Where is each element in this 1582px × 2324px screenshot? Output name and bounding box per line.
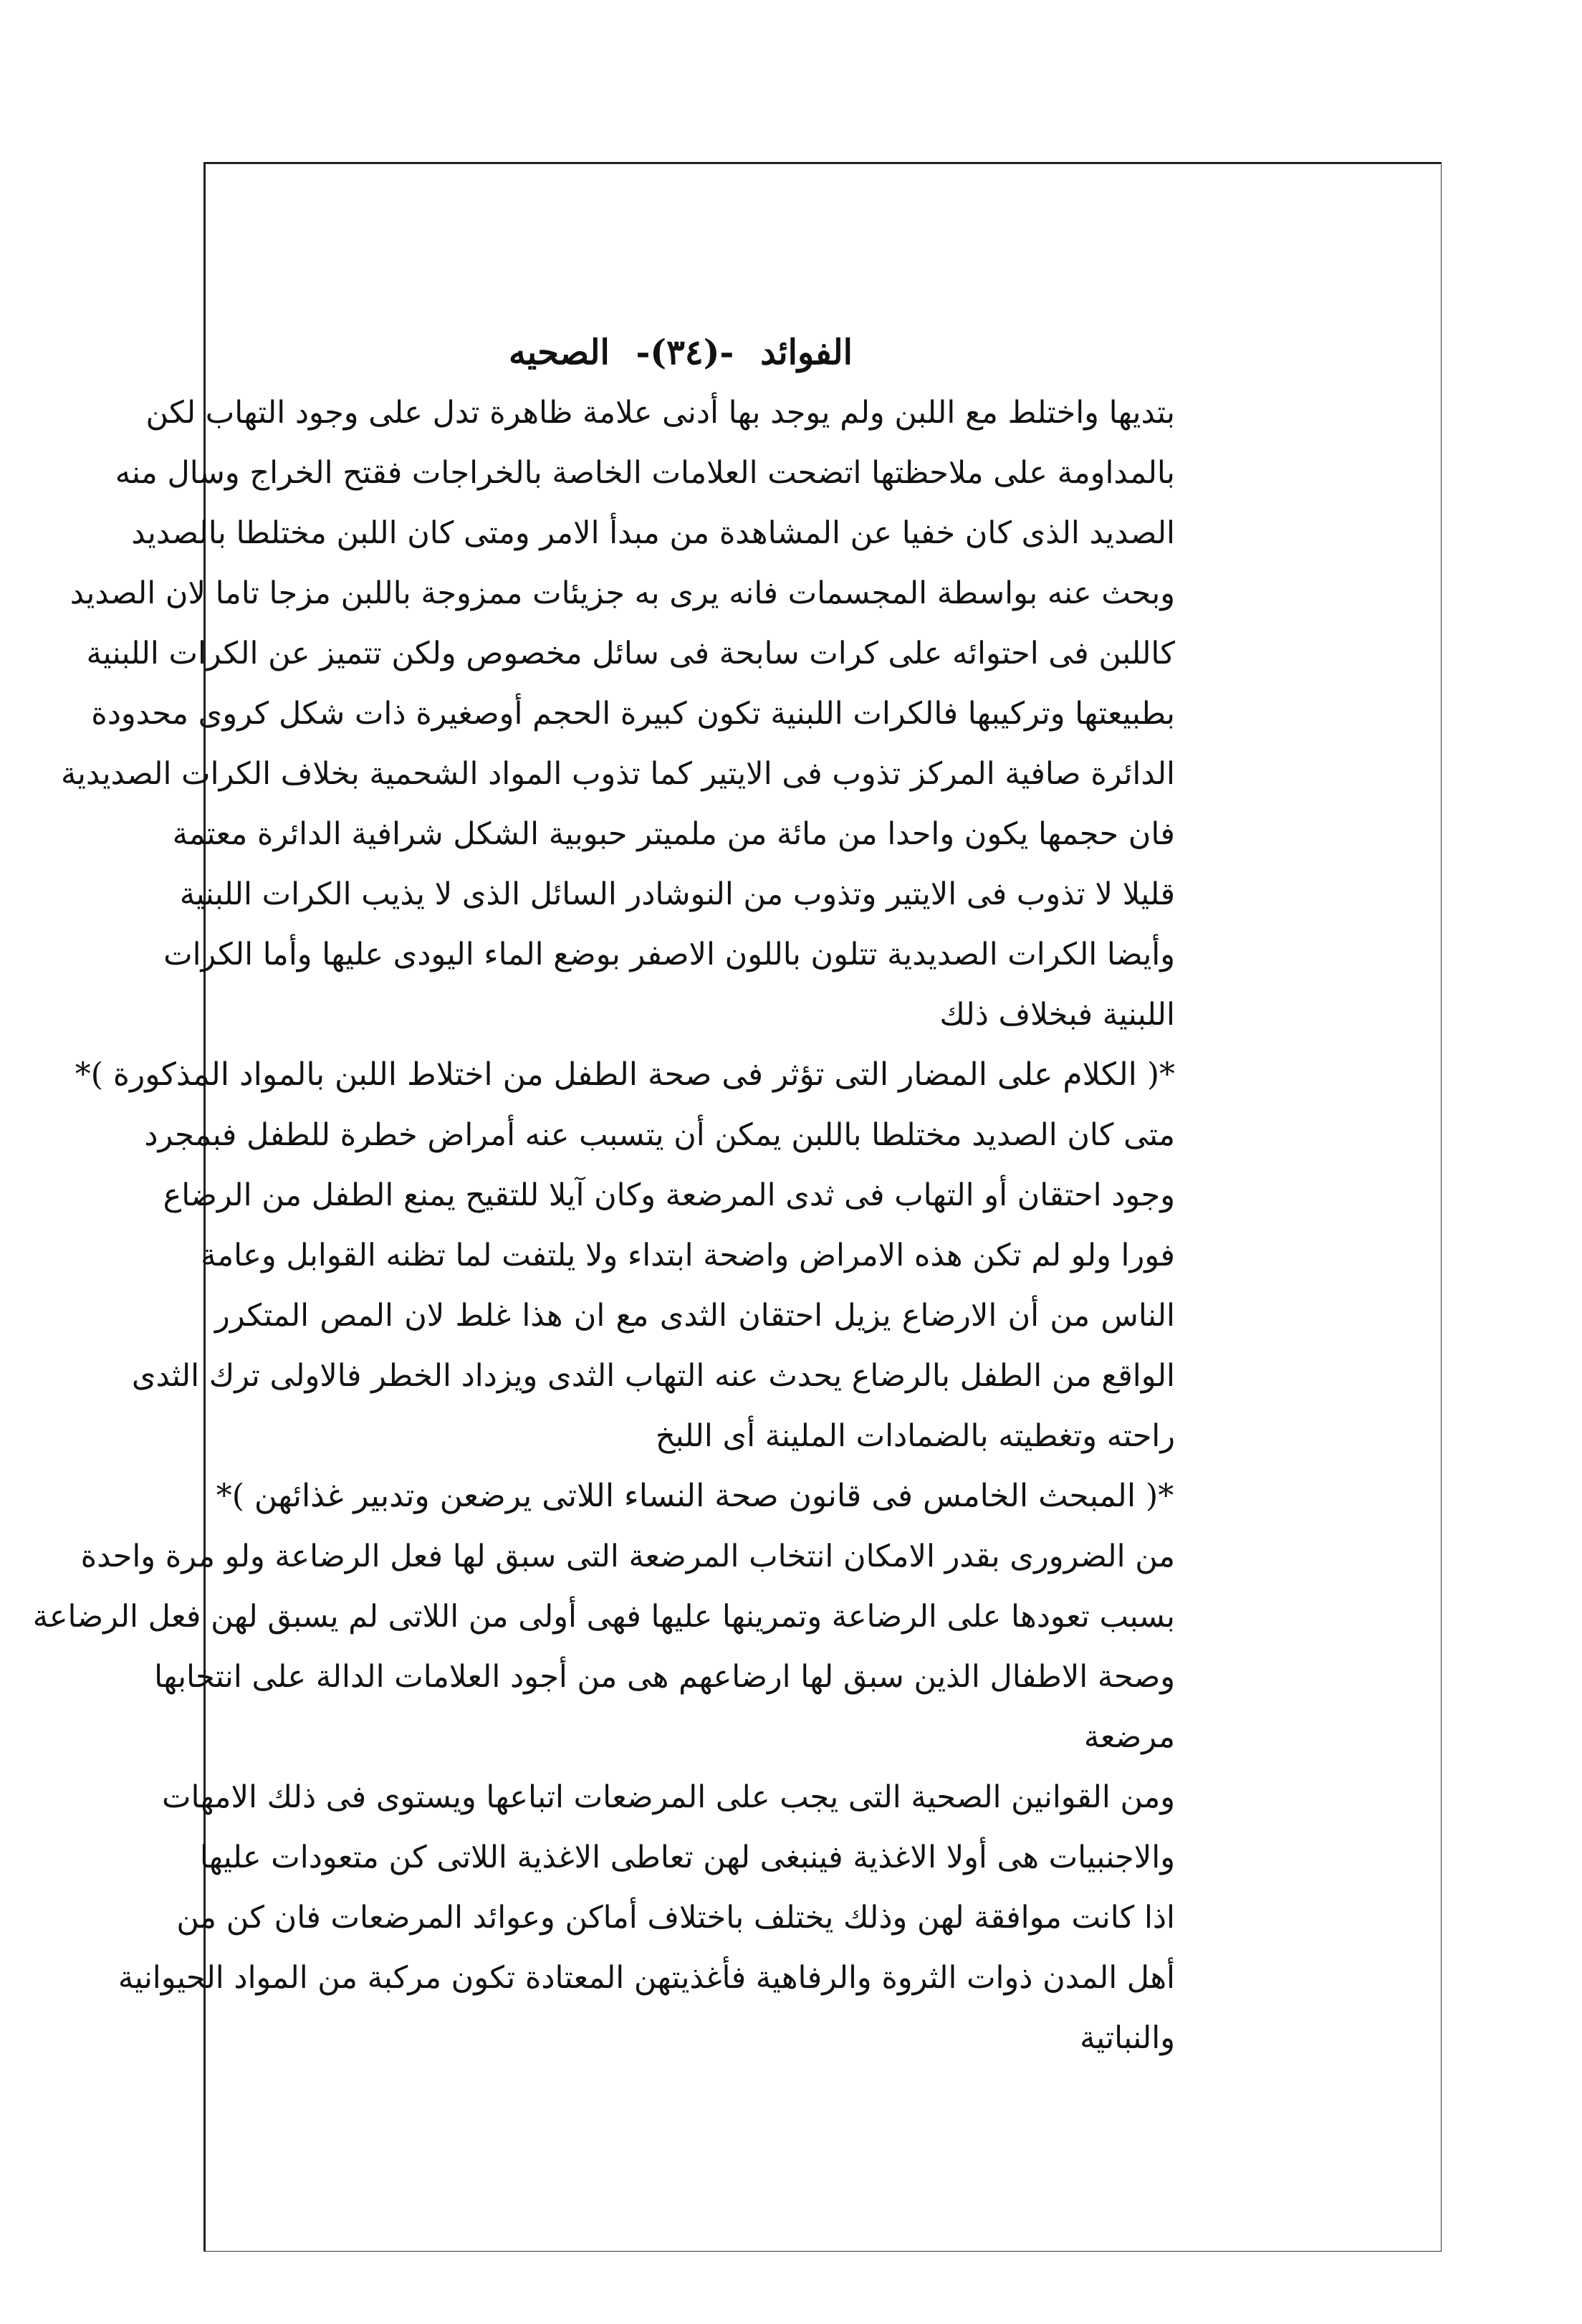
text-line: بطبيعتها وتركيبها فالكرات اللبنية تكون كبيرة الحجم أوصغيرة ذات شكل كروى محدودة xyxy=(91,696,1175,732)
text-line: فان حجمها يكون واحدا من مائة من ملميتر حبوبية الشكل شرافية الدائرة معتمة xyxy=(172,816,1175,852)
text-line: الواقع من الطفل بالرضاع يحدث عنه التهاب الثدى ويزداد الخطر فالاولى ترك الثدى xyxy=(131,1358,1175,1394)
text-line: قليلا لا تذوب فى الايتير وتذوب من النوشادر السائل الذى لا يذيب الكرات اللبنية xyxy=(179,876,1175,912)
book-title: الفوائد xyxy=(760,333,853,373)
paragraph-harms xyxy=(131,1105,1175,1466)
section-heading-harms: *( الكلام على المضار التى تؤثر فى صحة الطفل من اختلاط اللبن بالمواد المذكورة )* xyxy=(75,1056,1175,1093)
text-line: اذا كانت موافقة لهن وذلك يختلف باختلاف أماكن وعوائد المرضعات فان كن من xyxy=(176,1900,1175,1936)
text-line: وأيضا الكرات الصديدية تتلون باللون الاصفر بوضع الماء اليودى عليها وأما الكرات xyxy=(163,937,1175,972)
text-line-last: والنباتية xyxy=(1080,2020,1175,2056)
text-line: والاجنبيات هى أولا الاغذية فينبغى لهن تعاطى الاغذية اللاتى كن متعودات عليها xyxy=(199,1840,1175,1875)
paragraph-pus-vs-milk xyxy=(61,383,1175,1045)
text-line-last: راحته وتغطيته بالضمادات الملينة أى اللبخ xyxy=(655,1418,1175,1454)
text-line-last: اللبنية فبخلاف ذلك xyxy=(939,997,1175,1033)
text-line: بتديها واختلط مع اللبن ولم يوجد بها أدنى علامة ظاهرة تدل على وجود التهاب لكن xyxy=(145,395,1175,431)
text-line-last: مرضعة xyxy=(1083,1719,1175,1755)
text-line: وجود احتقان أو التهاب فى ثدى المرضعة وكان آيلا للتقيح يمنع الطفل من الرضاع xyxy=(163,1177,1175,1213)
page-number: -(٣٤)- xyxy=(636,333,734,373)
running-header xyxy=(358,322,1003,383)
paragraph-health-rules xyxy=(118,1767,1175,2068)
page-body xyxy=(32,322,1175,2068)
text-line: الدائرة صافية المركز تذوب فى الايتير كما تذوب المواد الشحمية بخلاف الكرات الصديدية xyxy=(61,756,1175,792)
text-line: وبحث عنه بواسطة المجسمات فانه يرى به جزيئات ممزوجة باللبن مزجا تاما لان الصديد xyxy=(69,575,1175,611)
text-line: فورا ولو لم تكن هذه الامراض واضحة ابتداء ولا يلتفت لما تظنه القوابل وعامة xyxy=(201,1238,1175,1273)
text-line: بسبب تعودها على الرضاعة وتمرينها عليها فهى أولى من اللاتى لم يسبق لهن فعل الرضاعة xyxy=(32,1599,1175,1635)
text-line: الصديد الذى كان خفيا عن المشاهدة من مبدأ الامر ومتى كان اللبن مختلطا بالصديد xyxy=(131,515,1175,551)
text-line: بالمداومة على ملاحظتها اتضحت العلامات الخاصة بالخراجات فقتح الخراج وسال منه xyxy=(115,455,1175,491)
text-line: متى كان الصديد مختلطا باللبن يمكن أن يتسبب عنه أمراض خطرة للطفل فبمجرد xyxy=(144,1117,1175,1153)
text-line: من الضرورى بقدر الامكان انتخاب المرضعة التى سبق لها فعل الرضاعة ولو مرة واحدة xyxy=(80,1539,1175,1574)
text-line: ومن القوانين الصحية التى يجب على المرضعات اتباعها ويستوى فى ذلك الامهات xyxy=(162,1779,1175,1815)
paragraph-choosing-wet-nurse xyxy=(32,1526,1175,1767)
section-heading-fifth-topic: *( المبحث الخامس فى قانون صحة النساء اللاتى يرضعن وتدبير غذائهن )* xyxy=(216,1478,1174,1514)
text-line: كاللبن فى احتوائه على كرات سابحة فى سائل مخصوص ولكن تتميز عن الكرات اللبنية xyxy=(86,636,1175,671)
header-subject: الصحيه xyxy=(508,333,610,373)
text-line: وصحة الاطفال الذين سبق لها ارضاعهم هى من أجود العلامات الدالة على انتخابها xyxy=(154,1659,1175,1695)
text-line: الناس من أن الارضاع يزيل احتقان الثدى مع ان هذا غلط لان المص المتكرر xyxy=(215,1298,1175,1334)
text-line: أهل المدن ذوات الثروة والرفاهية فأغذيتهن المعتادة تكون مركبة من المواد الحيوانية xyxy=(118,1960,1175,1996)
